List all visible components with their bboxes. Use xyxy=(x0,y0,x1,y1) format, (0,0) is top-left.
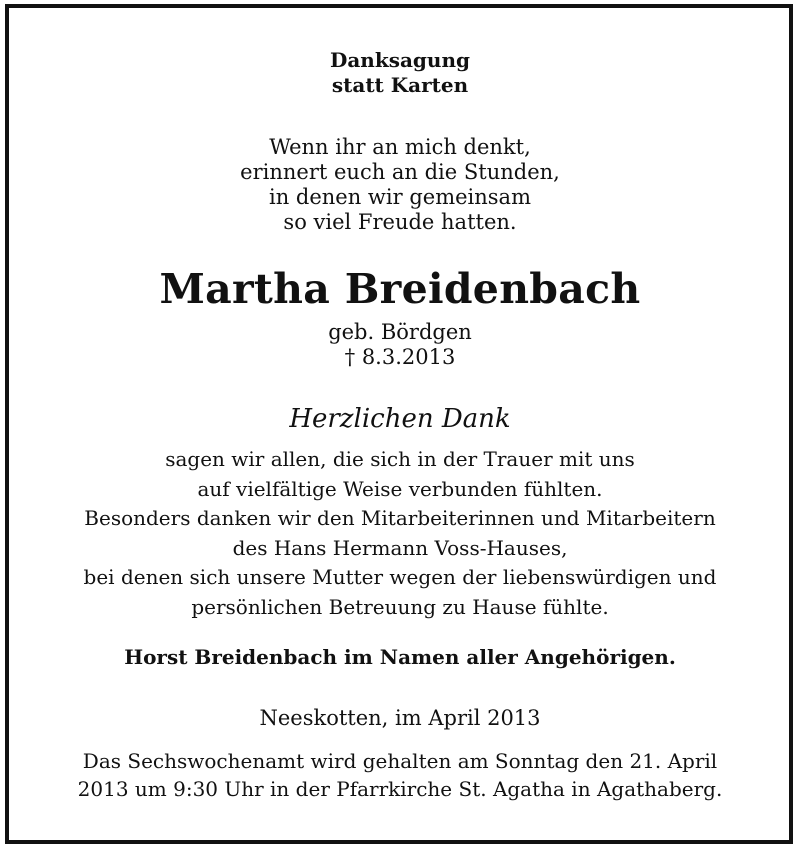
poem-line: so viel Freude hatten. xyxy=(283,210,517,234)
thanks-line: Besonders danken wir den Mitarbeiterinnen und Mitarbeitern xyxy=(84,506,716,530)
thanks-line: persönlichen Betreuung zu Hause fühlte. xyxy=(191,594,609,619)
thanks-line: des Hans Hermann Voss-Hauses, xyxy=(232,535,568,560)
death-date: † 8.3.2013 xyxy=(344,345,456,369)
memorial-mass-note xyxy=(0,747,800,803)
thanks-line: auf vielfältige Weise verbunden fühlten. xyxy=(197,476,603,501)
thanks-title: Herzlichen Dank xyxy=(289,404,511,434)
notice-header xyxy=(0,48,800,98)
signature: Horst Breidenbach im Namen aller Angehörigen. xyxy=(124,645,676,669)
mass-line: Das Sechswochenamt wird gehalten am Sonntag den 21. April xyxy=(82,749,718,773)
thanks-line: sagen wir allen, die sich in der Trauer mit uns xyxy=(165,447,635,471)
poem xyxy=(0,135,800,235)
poem-line: in denen wir gemeinsam xyxy=(268,185,531,209)
place-date: Neeskotten, im April 2013 xyxy=(259,706,541,730)
poem-line: erinnert euch an die Stunden, xyxy=(240,160,560,184)
header-subtitle: statt Karten xyxy=(331,73,469,97)
maiden-name: geb. Bördgen xyxy=(328,320,472,344)
thanks-line: bei denen sich unsere Mutter wegen der liebenswürdigen und xyxy=(83,565,717,589)
header-title: Danksagung xyxy=(330,48,470,72)
mass-line: 2013 um 9:30 Uhr in der Pfarrkirche St. Agatha in Agathaberg. xyxy=(77,777,723,801)
thanks-body xyxy=(0,445,800,622)
deceased-name: Martha Breidenbach xyxy=(159,265,641,313)
poem-line: Wenn ihr an mich denkt, xyxy=(269,135,531,159)
